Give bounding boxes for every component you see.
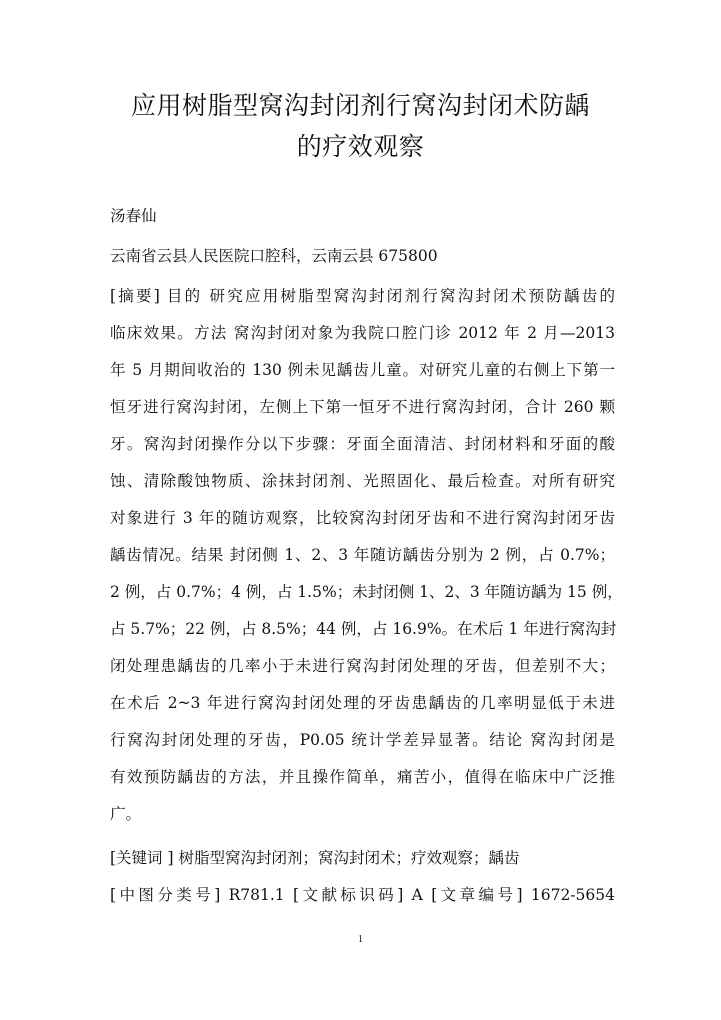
abstract-line: 对象进行 3 年的随访观察，比较窝沟封闭牙齿和不进行窝沟封闭牙齿: [110, 509, 615, 527]
abstract-line: 恒牙进行窝沟封闭，左侧上下第一恒牙不进行窝沟封闭，合计 260 颗: [110, 398, 615, 416]
abstract-line: 牙。窝沟封闭操作分以下步骤：牙面全面清洁、封闭材料和牙面的酸: [110, 435, 615, 453]
author: 汤春仙: [110, 207, 157, 225]
abstract-line: 在术后 2~3 年进行窝沟封闭处理的牙齿患龋齿的几率明显低于未进: [110, 694, 615, 712]
title-line-1: 应用树脂型窝沟封闭剂行窝沟封闭术防龋: [130, 91, 590, 120]
abstract-line: [摘要] 目的 研究应用树脂型窝沟封闭剂行窝沟封闭术预防龋齿的: [110, 287, 615, 305]
abstract-line: 龋齿情况。结果 封闭侧 1、2、3 年随访龋齿分别为 2 例，占 0.7%；: [110, 546, 615, 564]
abstract-line: 蚀、清除酸蚀物质、涂抹封闭剂、光照固化、最后检查。对所有研究: [110, 472, 615, 490]
abstract-line: 广。: [110, 805, 142, 823]
keywords: [关键词 ] 树脂型窝沟封闭剂；窝沟封闭术；疗效观察；龋齿: [110, 849, 520, 867]
affiliation: 云南省云县人民医院口腔科，云南云县 675800: [110, 247, 438, 265]
abstract-line: 闭处理患龋齿的几率小于未进行窝沟封闭处理的牙齿，但差别不大；: [110, 657, 615, 675]
abstract-line: 2 例，占 0.7%；4 例，占 1.5%；未封闭侧 1、2、3 年随访龋为 15 例，: [110, 583, 623, 601]
abstract-line: 行窝沟封闭处理的牙齿，P0.05 统计学差异显著。结论 窝沟封闭是: [110, 731, 615, 749]
classification: [中图分类号] R781.1 [文献标识码] A [文章编号] 1672-5654: [110, 886, 615, 904]
abstract-line: 占 5.7%；22 例，占 8.5%；44 例，占 16.9%。在术后 1 年进行窝沟封: [110, 620, 617, 638]
page-number: 1: [358, 934, 363, 945]
abstract-line: 年 5 月期间收治的 130 例未见龋齿儿童。对研究儿童的右侧上下第一: [110, 361, 615, 379]
title-line-2: 的疗效观察: [296, 132, 425, 161]
abstract-line: 临床效果。方法 窝沟封闭对象为我院口腔门诊 2012 年 2 月—2013: [110, 324, 615, 342]
abstract-line: 有效预防龋齿的方法，并且操作简单，痛苦小，值得在临床中广泛推: [110, 768, 615, 786]
